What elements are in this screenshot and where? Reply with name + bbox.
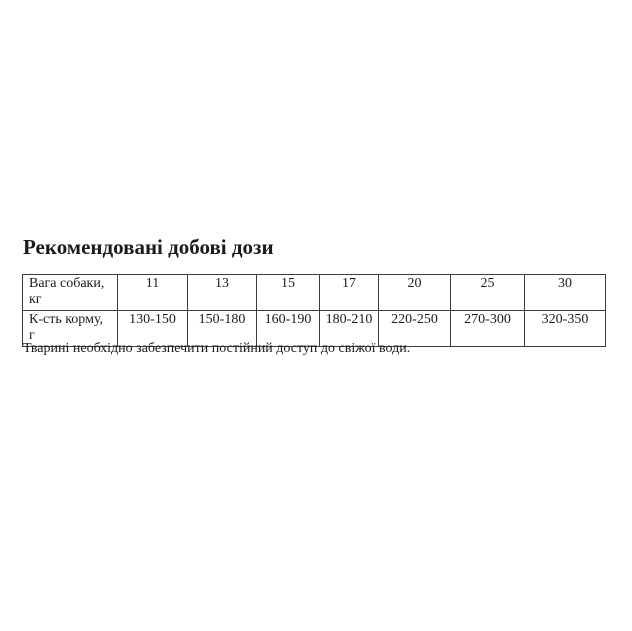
table-row-weight — [23, 275, 606, 311]
weight-value-cell: 17 — [320, 275, 379, 311]
weight-value-cell: 13 — [188, 275, 257, 311]
food-value-cell: 160-190 — [257, 311, 320, 347]
weight-value-cell: 30 — [525, 275, 606, 311]
food-value-cell: 180-210 — [320, 311, 379, 347]
food-value-cell: 150-180 — [188, 311, 257, 347]
dosage-table — [22, 274, 606, 347]
food-value-cell: 220-250 — [379, 311, 451, 347]
weight-value-cell: 11 — [118, 275, 188, 311]
food-value-cell: 320-350 — [525, 311, 606, 347]
weight-value-cell: 25 — [451, 275, 525, 311]
water-note: Тварині необхідно забезпечити постійний доступ до свіжої води. — [23, 341, 411, 356]
weight-value-cell: 20 — [379, 275, 451, 311]
food-row-label-line1: К-сть корму, — [29, 312, 104, 327]
weight-row-label-line2: кг — [29, 292, 42, 307]
page-title: Рекомендовані добові дози — [23, 235, 274, 259]
food-value-cell: 130-150 — [118, 311, 188, 347]
weight-row-label-cell — [23, 275, 118, 311]
food-row-label-line2: г — [29, 328, 35, 343]
food-value-cell: 270-300 — [451, 311, 525, 347]
weight-value-cell: 15 — [257, 275, 320, 311]
weight-row-label-line1: Вага собаки, — [29, 276, 105, 291]
